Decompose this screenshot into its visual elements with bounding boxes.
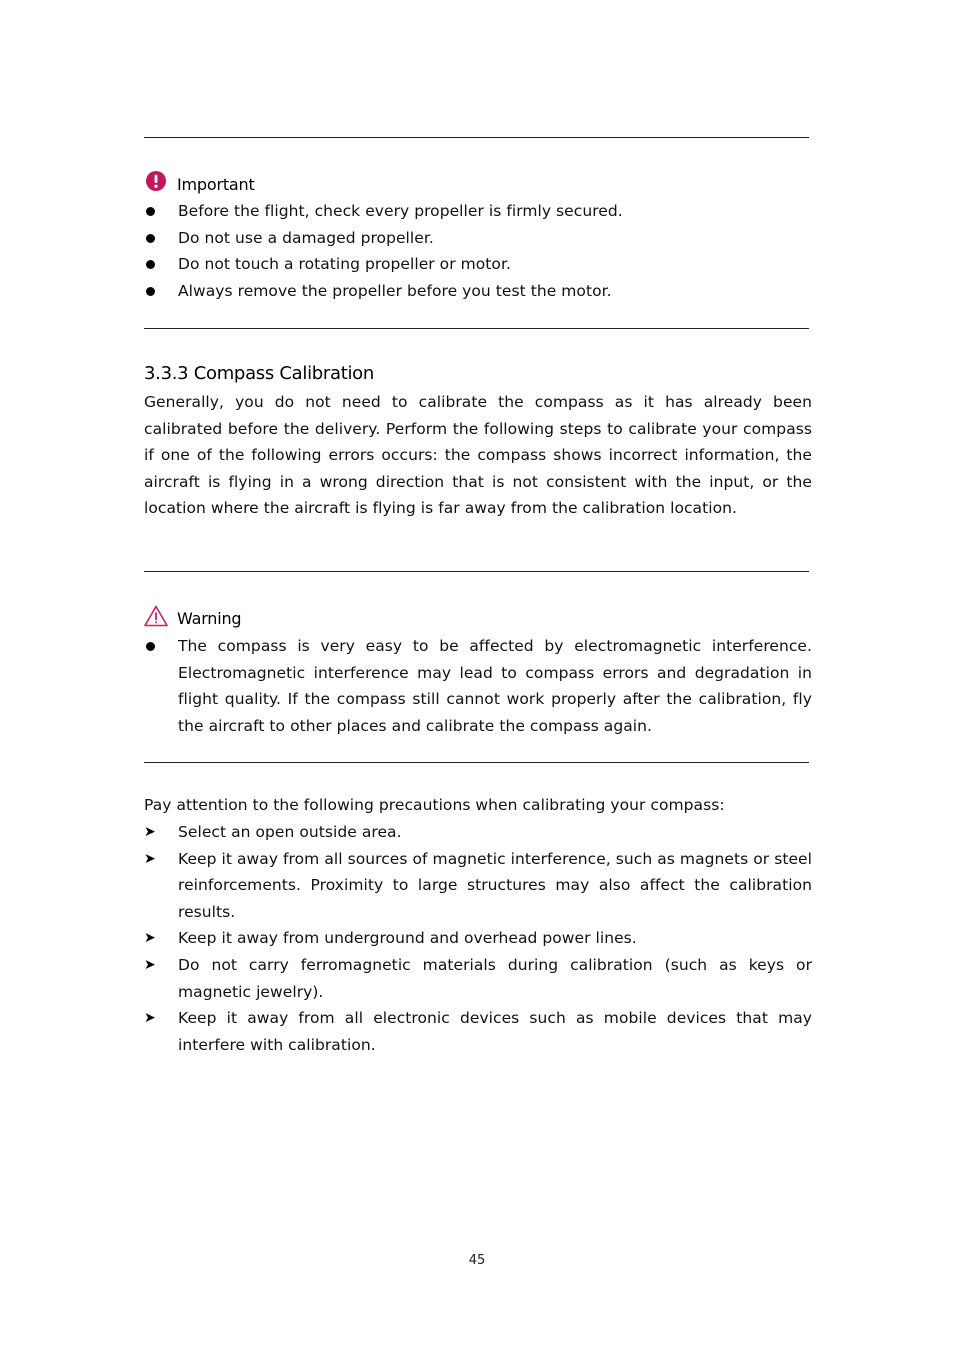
list-item-text: Do not touch a rotating propeller or motor. <box>178 255 511 274</box>
list-item <box>144 633 812 739</box>
list-item <box>144 198 812 225</box>
bullet-dot <box>146 642 155 651</box>
bullet-dot <box>146 260 155 269</box>
arrow-bullet-icon: ➤ <box>144 1010 156 1027</box>
divider-top <box>144 137 809 138</box>
list-item <box>144 251 812 278</box>
precautions-list <box>144 819 812 1058</box>
divider-warning-top <box>144 571 809 572</box>
important-notice-header <box>144 171 255 195</box>
list-item <box>144 819 812 846</box>
important-list <box>144 198 812 304</box>
warning-triangle-icon <box>144 605 168 629</box>
list-item-text: Keep it away from all electronic devices such as mobile devices that may interfere with calibration. <box>178 1009 812 1054</box>
important-title: Important <box>177 175 255 194</box>
page-number: 45 <box>468 1253 486 1268</box>
list-item-text: Always remove the propeller before you test the motor. <box>178 281 612 300</box>
section-heading: 3.3.3 Compass Calibration <box>144 363 375 384</box>
list-item-text: Select an open outside area. <box>178 823 402 841</box>
list-item <box>144 278 812 305</box>
warning-list <box>144 633 812 739</box>
warning-notice-header <box>144 605 241 629</box>
bullet-dot <box>146 287 155 296</box>
bullet-dot <box>146 234 155 243</box>
arrow-bullet-icon: ➤ <box>144 850 156 867</box>
list-item-text: Before the flight, check every propeller is firmly secured. <box>178 202 623 220</box>
arrow-bullet-icon: ➤ <box>144 930 156 947</box>
divider-important-bottom <box>144 328 809 329</box>
list-item <box>144 846 812 926</box>
arrow-bullet-icon: ➤ <box>144 956 156 973</box>
list-item <box>144 925 812 952</box>
bullet-dot <box>146 207 155 216</box>
list-item-text: Do not use a damaged propeller. <box>178 228 434 247</box>
warning-title: Warning <box>177 609 242 628</box>
arrow-bullet-icon: ➤ <box>144 824 156 840</box>
exclamation-circle-icon <box>144 171 168 195</box>
list-item <box>144 952 812 1005</box>
list-item <box>144 1005 812 1058</box>
divider-warning-bottom <box>144 762 809 763</box>
list-item-text: Do not carry ferromagnetic materials during calibration (such as keys or magnetic jewelry). <box>178 955 812 1001</box>
list-item <box>144 225 812 252</box>
list-item-text: The compass is very easy to be affected by electromagnetic interference. Electromagnetic interference may lead to compass errors and degradation in flight quality. If the compass still cannot work properly after the calibration, fly the aircraft to other places and calibrate the compass again. <box>178 637 812 735</box>
list-item-text: Keep it away from all sources of magnetic interference, such as magnets or steel reinforcements. Proximity to large structures may also affect the calibration results. <box>178 849 812 921</box>
section-paragraph: Generally, you do not need to calibrate the compass as it has already been calibrated before the delivery. Perform the following steps to calibrate your compass if one of the following errors occurs: the compass shows incorrect information, the aircraft is flying in a wrong direction that is not consistent with the input, or the location where the aircraft is flying is far away from the calibration location. <box>144 393 812 518</box>
precautions-intro: Pay attention to the following precautions when calibrating your compass: <box>144 796 725 814</box>
list-item-text: Keep it away from underground and overhead power lines. <box>178 929 637 948</box>
